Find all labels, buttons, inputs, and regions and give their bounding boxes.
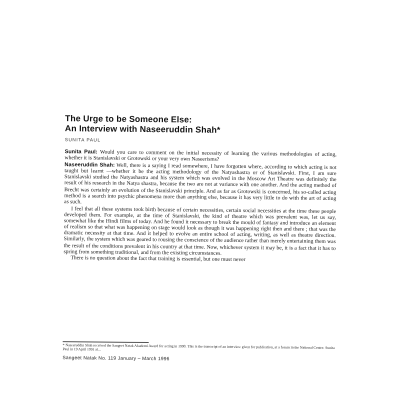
paragraph-text: Would you care to comment on the initial necessity of learning the various methodologies of acting, whether it is Stanislavski or Grotowski or your very own Naseerisms? [64, 149, 337, 163]
paragraph-text: There is no question about the fact that training is essential, but one must never [70, 255, 246, 264]
paragraph-text: Well, there is a saying I read somewhere, I have forgotten where, according to which acting is not taught but learnt —whether it be the acting methodology of the Natyashastra or of Stanislavski. First, I am sure Stanislavski studied the Natyashastra and his system which was evolved in the Moscow Art Theatre was definitely the result of his research in the Natya shastra, because the two are not at variance with one another. And the acting method of Brecht was certainly an evolution of the Stanislavski principle. And as far as Grotowski is concerned, his so-called acting method is a search into psychic phenomena more than anything else, because it has very little to do with the art of acting as such. [64, 162, 337, 206]
footnote: * Naseeruddin Shah received the Sangeet Natak Akademi Award for acting in 1990. This is the transcript of an interview given for publication, at a forum in the National Centre. Sunita Paul in 19 April 1991 at... [62, 343, 335, 352]
title-line-1: The Urge to be Someone Else: [65, 113, 193, 125]
paragraph [64, 162, 336, 208]
speaker-label: Naseeruddin Shah: [64, 162, 115, 169]
page-footer: Sangeet Natak No. 119 January – March 1996 [62, 356, 170, 363]
speaker-label: Sunita Paul: [64, 149, 98, 156]
title-line-2: An Interview with Naseeruddin Shah* [64, 123, 221, 135]
paragraph [64, 206, 337, 258]
article-title [65, 113, 221, 135]
article-body [64, 149, 337, 264]
author-byline: SUNITA PAUL [64, 137, 101, 143]
paragraph-text: I feel that all these systems took birth because of certain necessities, certain social necessities at the time these people developed them. For example, at the time of Stanislavski, the kind of theatre which was prevalent was, let us say, somewhat like the Hindi films of today. And he found it necessary to break the mould of fantasy and introduce an element of realism so that what was happening on stage would look as though it was happening right then and there ; that was the dramatic necessity at that time. And it helped to evolve an entire school of acting, writing, as well as theatre direction. Similarly, the system which was geared to rousing the conscience of the audience rather than merely entertaining them was the result of the conditions prevalent in his country at that time. Now, whichever system it may be, it is a fact that it has to spring from something traditional, and from the existing circumstances. [63, 205, 337, 257]
